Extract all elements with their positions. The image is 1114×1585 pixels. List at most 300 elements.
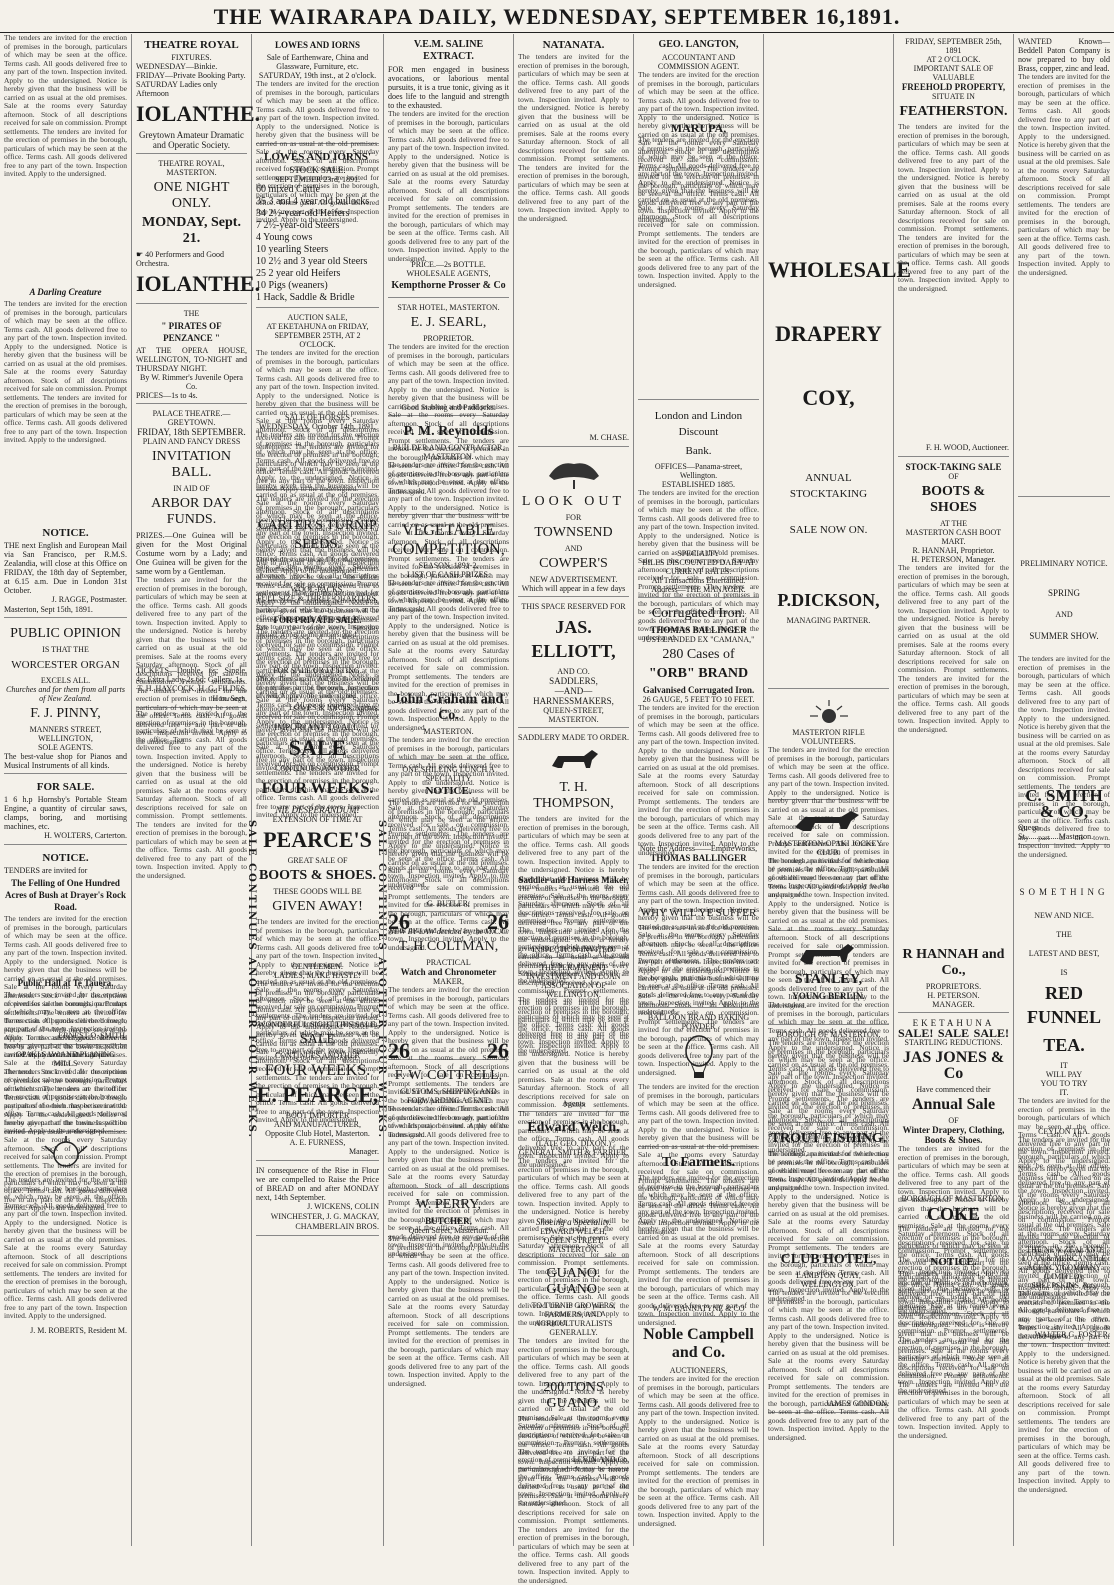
stabling: Good Stabling and Paddocks. xyxy=(401,403,496,412)
spring: SPRING xyxy=(1047,588,1080,598)
tea-text xyxy=(1018,1136,1110,1236)
young-berlin: YOUNG BERLIN. xyxy=(792,991,865,1001)
saddlers: SADDLERS, xyxy=(549,676,598,686)
tender-title: NOTICE. xyxy=(42,852,89,864)
for-sale-ad xyxy=(4,776,127,845)
wanted-text xyxy=(1018,73,1110,493)
four-weeks: FOUR WEEKS. xyxy=(261,780,374,797)
ball-date: FRIDAY, 18th SEPTEMBER. xyxy=(137,427,246,437)
ladies: LADIES, MAKE HASTE! xyxy=(274,971,361,980)
pinny-agent: SOLE AGENTS. xyxy=(37,743,94,752)
fixture-line: WEDNESDAY—Binkie. xyxy=(136,62,218,71)
invitation-ball: INVITATION BALL. xyxy=(152,449,231,480)
wholesale-agents: WHOLESALE AGENTS, xyxy=(406,269,491,278)
jones-sale xyxy=(898,1015,1009,1189)
noble-campbell: Noble Campbell and Co. xyxy=(643,1326,754,1361)
masterton: MASTERTON. xyxy=(423,452,474,461)
perry-address: Queen Street, Masterton. xyxy=(408,1226,489,1235)
reserved: THIS SPACE RESERVED FOR xyxy=(521,602,626,611)
pirates-the: THE xyxy=(183,309,200,318)
carters-seeds xyxy=(256,492,379,580)
wholesale-drapery-ad xyxy=(768,34,912,689)
red-funnel: RED FUNNEL xyxy=(1026,983,1101,1027)
horses-title: SALE OF HORSES xyxy=(285,413,350,422)
stock-item: 10 2½ and 3 year old Steers xyxy=(256,256,368,267)
harnessmakers: —AND— HARNESSMAKERS, xyxy=(533,686,614,706)
corrugated-iron-ad xyxy=(638,600,759,897)
stock-sale-title: LOWES AND IORNS' xyxy=(264,151,371,163)
elliott-co: AND CO. xyxy=(557,667,590,676)
balloon-title: BALLOON BRAND BAKING POWDER xyxy=(647,1013,750,1031)
forsale-signature: H. WOLTERS, Carterton. xyxy=(44,831,127,840)
competition: COMPETITION, xyxy=(392,541,505,558)
noble-campbell-ad xyxy=(638,1319,759,1409)
langton-ad xyxy=(638,34,759,115)
column-3 xyxy=(252,34,384,1546)
trout-text xyxy=(768,1150,889,1240)
bannatyne: W. M. BANNATYNE & CO xyxy=(652,1304,745,1313)
spring-text xyxy=(1018,655,1110,785)
boots-shoes: BOOTS & SHOES. xyxy=(258,868,377,883)
private-sale xyxy=(256,609,379,717)
graham-text xyxy=(388,736,509,756)
opposite-club: Opposite Club Hotel, Masterton. xyxy=(265,1129,370,1138)
coltman: T. H COLTMAN, xyxy=(398,939,499,954)
thompson: T. H. THOMPSON, xyxy=(533,780,614,811)
hannah-co: R HANNAH and Co., xyxy=(902,947,1005,978)
stock-item: 1 Hack, Saddle & Bridle xyxy=(256,292,355,303)
mail-notice xyxy=(4,522,127,618)
horse-icon xyxy=(544,746,604,776)
drapery: DRAPERY xyxy=(775,321,882,346)
bills: BILLS DISCOUNTED DAILY AT CURRENT RATES. xyxy=(642,558,755,576)
sale-row xyxy=(898,1028,1009,1038)
coltman-ad xyxy=(388,909,509,1063)
guage: 26 GAUGE, 5 FEET TO 10 FEET. xyxy=(642,695,755,704)
auction-title: AUCTION SALE, xyxy=(287,313,348,322)
inspection: INSPECTION INVITED. xyxy=(531,945,616,954)
vegetable: VEGETABLE xyxy=(402,522,495,539)
vertical-banner-left: SALE CONTINUES ANOTHER FOUR WEEKS. xyxy=(246,820,257,1139)
vem-title: V.E.M. SALINE EXTRACT. xyxy=(413,39,484,62)
four-weeks-2: FOUR WEEKS. xyxy=(264,1062,371,1079)
pirates-title: " PIRATES OF PENZANCE " xyxy=(161,321,222,343)
continues-2: CONTINUES ANOTHER xyxy=(274,1051,361,1060)
chase-signature: M. CHASE. xyxy=(589,433,629,442)
tender-felling: The Felling of One Hundred Acres of Bush at Drayer's Rock Road. xyxy=(4,878,127,912)
butler-name: G. BUTLER, xyxy=(427,899,470,908)
noble-text xyxy=(638,1375,759,1405)
stock-sale-label: STOCK SALE. xyxy=(289,165,346,175)
column-5 xyxy=(514,34,634,1546)
stanley: STANLEY, xyxy=(794,972,863,987)
to-farmers: To Farmers. xyxy=(661,1155,736,1170)
butler-text xyxy=(388,799,509,899)
watch-maker: Watch and Chronometer xyxy=(400,967,497,977)
natanata-ad xyxy=(518,34,629,447)
and: AND xyxy=(564,544,583,553)
given-away: GIVEN AWAY! xyxy=(272,899,363,914)
tea: TEA. xyxy=(1043,1035,1085,1055)
foster: WALTER G. FOSTER. xyxy=(1034,1330,1110,1339)
opera-house: AT THE OPERA HOUSE, WELLINGTON, TO-NIGHT and THURSDAY NIGHT. xyxy=(136,346,247,373)
offices: OFFICES—Panama-street, Wellington. xyxy=(654,462,743,480)
iolanthe-title-2: IOLANTHE. xyxy=(136,271,261,296)
levin: LEVIN AND Co. xyxy=(572,1455,629,1464)
fixtures-label: FIXTURES. xyxy=(171,53,212,62)
graham: John Graham and Co. xyxy=(393,692,504,723)
tender-body: TENDERS are invited for xyxy=(4,866,88,875)
manufacturer: AND MANUFACTURER, xyxy=(274,1120,361,1129)
thompson-text xyxy=(518,815,629,875)
auctioneers: AUCTIONEERS, xyxy=(669,1366,728,1375)
borough-text xyxy=(768,1039,889,1119)
queen-st: Queen-St.................Masterton. xyxy=(1018,823,1094,841)
friday: FRIDAY, SEPTEMBER 25th, 1891 xyxy=(905,37,1002,55)
reynolds-ad xyxy=(388,418,509,515)
edward-welch-ad xyxy=(518,1114,629,1258)
borough-notice xyxy=(768,1027,889,1123)
fixture-line: SATURDAY Ladies only xyxy=(136,80,218,89)
prize-list xyxy=(388,579,509,689)
turnip: TO TURNIP GROWERS, xyxy=(531,1301,616,1310)
peterson-manager: H. PETERSON, Manager. xyxy=(911,555,996,564)
notice-text xyxy=(898,1270,1009,1310)
perry: W. PERRY, xyxy=(416,1197,481,1212)
num-26-left-2: 26 xyxy=(388,1038,410,1063)
which: Which will appear in a few days xyxy=(521,584,626,593)
notice-body: THE next English and European Mail via San Francisco, per R.M.S. Zealandia, will close at this Office on FRIDAY, the 18th day of September, at 6.15 a.m. Due in London 31st October. xyxy=(4,541,127,595)
wool-sizes: FULL SIZE & THREE-QUARTERS. xyxy=(257,594,378,603)
stock-sale-date: SEPTEMBER 23rd, 1891. xyxy=(275,175,360,184)
fixture-line: Afternoon xyxy=(136,89,169,98)
column-2 xyxy=(132,34,261,1546)
searl-text xyxy=(388,343,509,403)
it: IT xyxy=(1060,1061,1068,1070)
marupa: MARUPA, xyxy=(670,121,727,135)
extension: EXTENSION OF TIME AT xyxy=(272,815,363,824)
boot-price-list xyxy=(898,564,1009,944)
ballinger: THOMAS BALLINGER xyxy=(650,625,747,635)
theatre-masterton: THEATRE ROYAL, MASTERTON. xyxy=(158,159,225,177)
sale-2: SALE xyxy=(300,1032,335,1047)
column-2-text xyxy=(136,710,247,1350)
agri: FARMERS, AND AGRICULTURALISTS xyxy=(534,1310,613,1328)
bread-notice xyxy=(256,1163,379,1236)
lookout-for: FOR xyxy=(565,513,582,522)
coke: COKE xyxy=(926,1204,980,1224)
shoeing: Shoeing a Speciality. xyxy=(535,1217,612,1227)
featherston-sale xyxy=(898,34,1009,457)
welch-text xyxy=(518,1157,629,1217)
townsend: TOWNSEND xyxy=(534,525,613,540)
letting-signature: LOWES & IORNS, Agents. xyxy=(289,703,379,712)
pinny-address: MANNERS STREET, WELLINGTON, xyxy=(29,725,102,743)
tickets-signature: T. H. HAYCOCK, H. G. FILDES, Hon. Secs. xyxy=(137,684,247,703)
stock-item: 7 2½-year-old Steers xyxy=(256,220,340,231)
landed: JUST LANDED EX "CAMANA," xyxy=(642,635,755,644)
jockey-title: MASTERTON-OPAKI JOCKEY CLUB. xyxy=(774,839,883,857)
column-9 xyxy=(1014,34,1114,1546)
great-sale: GREAT SALE OF xyxy=(287,856,348,865)
lowes-sale-1 xyxy=(256,34,379,144)
private-title: FOR PRIVATE SALE. xyxy=(273,615,362,625)
marupa-text xyxy=(638,136,759,396)
commenced: Have commenced their xyxy=(916,1085,991,1094)
manager-8: MANAGER. xyxy=(932,1000,975,1009)
at-the: AT THE xyxy=(939,519,968,528)
monday-date: MONDAY, Sept. 21. xyxy=(142,215,241,246)
bread-text: IN consequence of the Rise in Flour we are compelled to Raise the Price of BREAD on and after MONDAY next, 14th September. xyxy=(256,1166,379,1202)
lowes-desc: Sale of Earthenware, China and Glassware, Furniture, etc. xyxy=(266,53,369,71)
eketahuna: EKETAHUNA xyxy=(912,1018,995,1028)
tea-agents xyxy=(1018,1097,1110,1127)
corrugated: Corrugated Iron. xyxy=(651,606,746,621)
graham-town: MASTERTON. xyxy=(423,727,474,736)
auction-date: AT EKETAHUNA on FRIDAY, SEPTEMBER 25TH, AT 2 O'CLOCK. xyxy=(266,322,369,349)
trout-title: TROUT FISHING. xyxy=(770,1131,887,1146)
specialty: SPECIALTY xyxy=(677,549,720,558)
you-to-try: YOU TO TRY xyxy=(1040,1079,1088,1088)
tons: 200 TONS GUANO, xyxy=(543,1380,604,1411)
edward-welch: Edward Welch, xyxy=(527,1120,620,1135)
forsale-body: 1 6 h.p Hornsby's Portable Steam Engine, a quantity of circular saws, clamps, boring, and mortising machines, etc. xyxy=(4,795,127,831)
opaki-text xyxy=(4,1068,127,1128)
saddle-icon xyxy=(544,456,604,490)
hannah-proprietor: R. HANNAH, Proprietor. xyxy=(912,546,995,555)
arbor-day: ARBOR DAY FUNDS. xyxy=(151,496,232,527)
amateur-society: Greytown Amateur Dramatic and Operatic Society. xyxy=(139,130,244,150)
iron-table xyxy=(638,704,759,844)
stock-item: 35 3 and 4 year old bullocks xyxy=(256,196,370,207)
proclamation-text xyxy=(4,1176,127,1326)
something: SOMETHING xyxy=(1019,887,1109,897)
reynolds-text xyxy=(388,461,509,511)
rifle-volunteers xyxy=(768,691,889,800)
borough-2: BOROUGH OF MASTERTON. xyxy=(901,1194,1006,1203)
loan-agency xyxy=(1018,1242,1110,1344)
searl-prop: PROPRIETOR. xyxy=(423,334,474,343)
coke-text xyxy=(898,1225,1009,1245)
featherston-text xyxy=(898,123,1009,443)
performers-line xyxy=(136,250,247,268)
vem-price: PRICE.—2s BOTTLE. xyxy=(411,260,486,269)
pinny-text: The best-value shop for Pianos and Musical Instruments of all kinds. xyxy=(4,752,127,770)
borough-title: BOROUGH OF MASTERTON. xyxy=(776,1030,881,1039)
letting-title: FOR SALE OR LETTING. xyxy=(273,666,362,675)
lambton: LAMBTON QUAY, WELLINGTON. xyxy=(796,1271,861,1289)
why-suffer: WHY WILL YE SUFFER xyxy=(640,907,757,919)
horses-sale xyxy=(256,410,379,490)
bank-text xyxy=(638,489,759,549)
marupa-ad xyxy=(638,117,759,400)
e-pearce: E. PEARCE, xyxy=(256,1082,379,1107)
vem-body: FOR men engaged in business avocations, or laborious mental pursuits, it is a true tonic, giving as it does life to the languid and strength to the exhausted. xyxy=(388,65,509,110)
stock-item: 10 Pigs (weaners) xyxy=(256,280,328,291)
these-goods: THESE GOODS WILL BE xyxy=(273,887,362,896)
juvenile-company: By W. Rimmer's Juvenile Opera Co. xyxy=(140,373,243,391)
cottrell: F. W. COTTRELL, xyxy=(394,1068,503,1083)
theatre-title: THEATRE ROYAL xyxy=(144,39,239,51)
horses-text xyxy=(256,431,379,486)
cowper: COWPER'S xyxy=(539,556,608,571)
lowes-text xyxy=(256,80,379,140)
wood-signature: F. H. WOOD, Auctioneer. xyxy=(926,443,1009,452)
lowes-title: LOWES AND IORNS xyxy=(274,40,361,50)
horses-date: WEDNESDAY, October 14th, 1891, xyxy=(259,422,376,431)
preliminary: PRELIMINARY NOTICE. xyxy=(1020,559,1108,568)
wonderful-sight: WONDERFUL SIGHT THIS SALE. xyxy=(258,1020,377,1029)
carters-text-2 xyxy=(256,556,379,576)
stock-item: 4 Young cows xyxy=(256,232,313,243)
winter: Winter Drapery, Clothing, Boots & Shoes. xyxy=(902,1125,1005,1145)
farmers-text xyxy=(638,1174,759,1304)
sale-mid: SALE xyxy=(937,1026,970,1040)
generally: GENERALLY. xyxy=(549,1328,598,1337)
column-7 xyxy=(764,34,912,1546)
ceylon: CEYLON TEA. xyxy=(1038,1127,1090,1136)
of-2: OF xyxy=(948,1116,959,1125)
elliott-ad xyxy=(518,599,629,728)
pinny-name: F. J. PINNY, xyxy=(30,706,101,721)
langton-desc: ACCOUNTANT AND COMMISSION AGENT. xyxy=(657,53,740,71)
permanent-text xyxy=(518,999,629,1099)
club-text xyxy=(768,1289,889,1399)
num-26-left: 26 xyxy=(388,909,410,934)
vegetable-competition xyxy=(388,517,509,760)
shilling-lunch: ONE SHILLING LUNCH A SPECIALITY xyxy=(402,765,495,783)
welch-2: EDWARD WELCH, xyxy=(540,1227,607,1236)
stocktaking: STOCK-TAKING SALE xyxy=(905,462,1002,472)
bottom-signature: J. M. ROBERTS, Resident M. xyxy=(30,1326,127,1335)
builder: BUILDER AND CONTRACTOR, xyxy=(392,443,505,452)
num-26-right-2: 26 xyxy=(487,1038,509,1063)
opaki-title: OPAKI SAW AND PLANING MILLS xyxy=(16,1050,115,1068)
lookout-ad xyxy=(518,449,629,597)
kempthorne: Kempthorne Prosser & Co xyxy=(391,280,506,291)
tickets: TICKETS—Double, 6s; Single, 4s; Extra Lady, 2s 6d; Gallery, 1s. xyxy=(136,666,247,684)
forsale-title: FOR SALE. xyxy=(36,781,95,793)
stock-item: 60 mixed Cattle xyxy=(256,184,320,195)
freehold: FREEHOLD PROPERTY, xyxy=(901,82,1006,92)
story-head: A Darling Creature xyxy=(29,287,102,297)
ad-line: PUBLIC OPINION xyxy=(10,626,121,641)
stanley-text xyxy=(768,1001,889,1021)
bylaw: NEW BY-LAW decided by the M.C.C. xyxy=(388,927,509,936)
guano-text-2 xyxy=(518,1415,629,1455)
ballinger-2: THOMAS BALLINGER xyxy=(650,853,747,863)
galvanised: Galvanised Corrugated Iron. xyxy=(642,685,755,695)
why-text xyxy=(638,924,759,1004)
transactions: All Transactions Entertained. xyxy=(651,576,746,585)
saddler-harness: Saddler and Harness Maker, xyxy=(518,875,629,885)
pirates-ad xyxy=(136,306,247,404)
column-4 xyxy=(384,34,514,1546)
new-adv: NEW ADVERTISEMENT. xyxy=(529,575,618,584)
notice-date: Masterton, Sept 15th, 1891. xyxy=(4,605,93,614)
natanata-title: NATANATA. xyxy=(542,39,605,51)
jockey-text xyxy=(768,857,889,927)
perry-text xyxy=(388,1235,509,1325)
ad-line: WORCESTER ORGAN xyxy=(11,659,120,671)
at-2: AT 2 O'CLOCK. xyxy=(926,55,981,64)
ad-line: Churches and for them from all parts of New Zealand. xyxy=(6,685,125,703)
furness: A. E. FURNESS, xyxy=(289,1138,346,1147)
coltman-text xyxy=(388,986,509,1046)
orb: "ORB" BRAND xyxy=(648,666,749,681)
cottrell-ad xyxy=(388,1062,509,1189)
c-smith: C. SMITH & CO, xyxy=(1025,786,1103,821)
carters-title: CARTER'S TURNIP xyxy=(258,518,377,533)
wool-title: WOOL-PACKS. xyxy=(290,585,345,594)
jones-text xyxy=(898,1145,1009,1185)
notice-title: NOTICE. xyxy=(42,527,89,539)
arbor-ball-ad xyxy=(136,406,247,708)
lookout: LOOK OUT xyxy=(521,494,626,509)
hand-pointer-icon: ☛ xyxy=(136,250,144,259)
note-address: Note the Address——EmpireWorks, xyxy=(639,844,758,853)
wanted-1: WANTED Known—Beddell Paton Company is now prepared to buy old Brass, copper, zinc and lead. xyxy=(1018,37,1110,73)
spring-show xyxy=(1018,499,1110,845)
carters-text xyxy=(256,495,379,515)
trout-fishing xyxy=(768,1125,889,1244)
nz-loan: THE NEW ZEALAND LOAN & MERCANTILE AGENCY COMPANY (LIMITED). xyxy=(1022,1245,1106,1281)
vertical-banner-right: SALE CONTINUES ANOTHER FOUR WEEKS. xyxy=(376,820,387,1139)
searl: E. J. SEARL, xyxy=(410,315,487,330)
boots-shoes-8: BOOTS & SHOES xyxy=(921,484,986,515)
jones: JAS JONES & Co xyxy=(902,1049,1005,1082)
address: Address—THE MANAGER. xyxy=(651,585,746,594)
continues: CONTINUES ANOTHER xyxy=(274,764,361,773)
rifle-title: MASTERTON RIFLE VOLUNTEERS. xyxy=(792,728,865,746)
annual-stocktaking: ANNUAL STOCKTAKING xyxy=(789,472,868,500)
sale-right: SALE! xyxy=(973,1026,1009,1040)
peterson-2: H. PETERSON. xyxy=(927,991,980,1000)
boot-mart-sale xyxy=(898,459,1009,1013)
customs: CUSTOMS, SHIPPING AND FORWARDING AGENT. xyxy=(400,1087,497,1105)
letting-text xyxy=(256,675,379,703)
star-hotel-ad xyxy=(388,300,509,416)
hall-signature: ERNEST O. SMITH. xyxy=(58,1031,127,1040)
stock-item: 25 2 year old Heifers xyxy=(256,268,341,279)
auction-sale xyxy=(256,310,379,408)
stock-item: 34 2½-year-old Heifers xyxy=(256,208,350,219)
wholesale: WHOLESALE xyxy=(768,257,912,282)
london-2: Bank. xyxy=(685,445,712,457)
pearce-text-2 xyxy=(256,980,379,1020)
palace-theatre: PALACE THEATRE.—GREYTOWN. xyxy=(152,409,231,427)
practical: PRACTICAL xyxy=(426,958,471,967)
dixon: (LATE GEO. DIXON.) xyxy=(535,1139,612,1148)
thompson-text-2 xyxy=(518,885,629,945)
natanata-text xyxy=(518,53,629,433)
farmers-ad xyxy=(638,1149,759,1317)
wanted-ads xyxy=(1018,34,1110,497)
important-sale: IMPORTANT SALE OF VALUABLE xyxy=(913,64,994,82)
annual-sale: Annual Sale xyxy=(911,1096,996,1113)
sale-now-on: SALE NOW ON. xyxy=(789,524,868,536)
loan-text xyxy=(1018,1290,1110,1330)
story-text-2 xyxy=(4,300,127,522)
important-to-all: IMPORTANT TO ALL. xyxy=(274,722,361,732)
dickson: P.DICKSON, xyxy=(777,590,880,610)
queen-street: QUEEN-STREET, MASTERTON. xyxy=(543,706,604,724)
langton-text xyxy=(638,71,759,111)
column-6 xyxy=(634,34,764,1546)
is-9: IS xyxy=(1060,968,1068,977)
situate: SITUATE IN xyxy=(932,92,975,101)
pearce-name: PEARCE'S xyxy=(263,827,372,852)
